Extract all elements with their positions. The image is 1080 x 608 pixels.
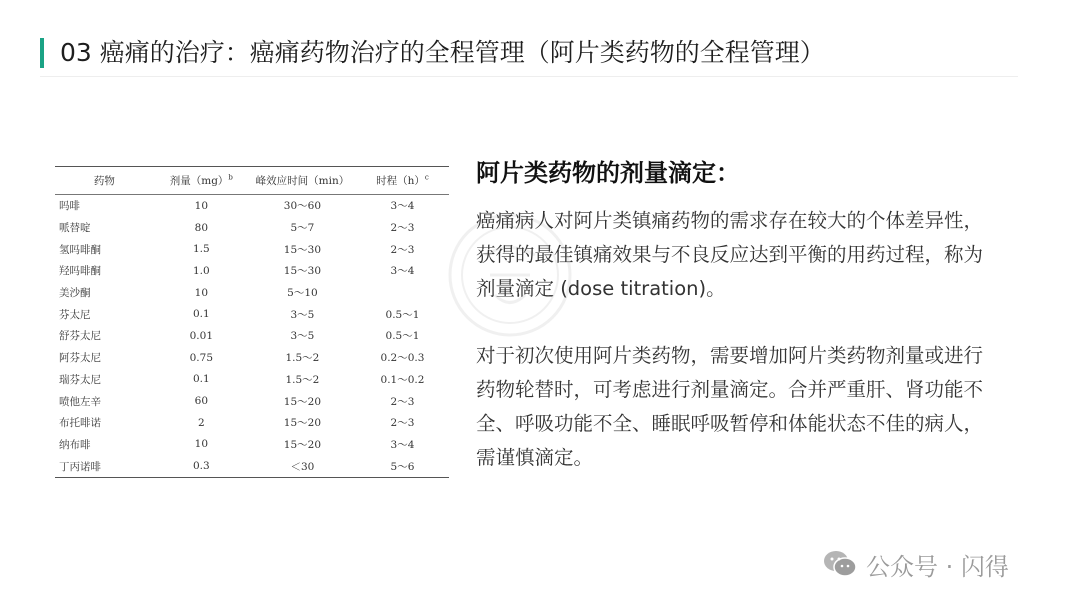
wechat-icon: [822, 549, 858, 579]
drug-name-cell: 布托啡诺: [59, 417, 101, 430]
dose-cell: 2: [197, 416, 205, 429]
peak-time-cell: 30～60: [283, 200, 322, 213]
dose-cell: 0.01: [189, 329, 214, 342]
duration-cell: 0.5～1: [385, 308, 420, 321]
table-row: [55, 347, 449, 369]
table-row: [55, 412, 449, 434]
column-header-peak-time: 峰效应时间（min）: [249, 167, 356, 195]
dose-cell: 10: [194, 438, 209, 451]
duration-cell: 2～3: [390, 395, 415, 408]
duration-cell: 3～4: [390, 265, 415, 278]
table-row: [55, 303, 449, 325]
table-row: [55, 325, 449, 347]
table-row: [55, 195, 449, 217]
dose-cell: 80: [194, 221, 209, 234]
section-heading: 阿片类药物的剂量滴定：: [476, 159, 740, 187]
dose-cell: 1.0: [192, 264, 210, 277]
dose-cell: 10: [194, 286, 209, 299]
wechat-watermark: [822, 546, 1009, 582]
opioid-dose-table: [55, 166, 449, 478]
table-row: [55, 260, 449, 282]
column-header-duration: 时程$(h)^c$: [356, 167, 449, 195]
title-divider: [40, 76, 1018, 77]
drug-name-cell: 阿芬太尼: [59, 352, 101, 365]
dose-cell: 0.1: [192, 373, 210, 386]
peak-time-cell: 15～20: [283, 395, 322, 408]
table-row: [55, 455, 449, 477]
peak-time-cell: 15～30: [283, 243, 322, 256]
drug-name-cell: 美沙酮: [59, 287, 91, 300]
watermark-text: 公众号 · 闪得: [866, 552, 1009, 581]
peak-time-cell: 15～20: [283, 438, 322, 451]
drug-name-cell: 哌替啶: [59, 222, 91, 235]
peak-time-cell: 3～5: [290, 330, 315, 343]
dose-cell: 60: [194, 395, 209, 408]
drug-name-cell: 氢吗啡酮: [59, 243, 101, 256]
table-row: [55, 238, 449, 260]
duration-cell: 0.5～1: [385, 330, 420, 343]
dose-cell: 10: [194, 199, 209, 212]
title-accent-bar: [40, 38, 44, 68]
drug-name-cell: 丁丙诺啡: [55, 455, 154, 477]
duration-cell: 2～3: [390, 417, 415, 430]
peak-time-cell: 1.5～2: [285, 352, 320, 365]
duration-cell: 5～6: [356, 455, 449, 477]
drug-name-cell: 纳布啡: [59, 438, 91, 451]
dose-cell: 1.5: [192, 243, 210, 256]
dose-cell: 0.3: [154, 455, 249, 477]
duration-cell: 3～4: [390, 438, 415, 451]
drug-name-cell: 羟吗啡酮: [59, 265, 101, 278]
duration-cell: [356, 282, 449, 304]
dose-cell: 0.75: [189, 351, 214, 364]
peak-time-cell: 3～5: [290, 308, 315, 321]
peak-time-cell: 5～7: [290, 222, 315, 235]
duration-cell: 2～3: [390, 222, 415, 235]
paragraph-dose-titration-definition: 癌痛病人对阿片类镇痛药物的需求存在较大的个体差异性，获得的最佳镇痛效果与不良反应达到平衡的用药过程，称为剂量滴定 (dose titration)。: [476, 209, 984, 300]
duration-cell: 3～4: [390, 200, 415, 213]
column-header-drug: 药物: [55, 167, 154, 195]
drug-name-cell: 芬太尼: [59, 308, 91, 321]
drug-name-cell: 吗啡: [59, 200, 80, 213]
table-row: [55, 434, 449, 456]
drug-name-cell: 喷他左辛: [59, 395, 101, 408]
drug-name-cell: 舒芬太尼: [59, 330, 101, 343]
peak-time-cell: ＜30: [249, 455, 356, 477]
duration-cell: 2～3: [390, 243, 415, 256]
paragraph-titration-indications: 对于初次使用阿片类药物，需要增加阿片类药物剂量或进行药物轮替时，可考虑进行剂量滴定。合并严重肝、肾功能不全、呼吸功能不全、睡眠呼吸暂停和体能状态不佳的病人，需谨慎滴定。: [476, 344, 984, 469]
drug-name-cell: 瑞芬太尼: [59, 373, 101, 386]
table-row: [55, 217, 449, 239]
duration-cell: 0.1～0.2: [380, 373, 425, 386]
table-row: [55, 369, 449, 391]
dose-cell: 0.1: [192, 308, 210, 321]
peak-time-cell: 1.5～2: [285, 373, 320, 386]
table-row: [55, 390, 449, 412]
peak-time-cell: 5～10: [287, 287, 318, 300]
peak-time-cell: 15～20: [283, 417, 322, 430]
duration-cell: 0.2～0.3: [380, 352, 425, 365]
table-row: [55, 282, 449, 304]
peak-time-cell: 15～30: [283, 265, 322, 278]
table-header-row: [55, 167, 449, 195]
column-header-dose: 剂量（mg）$^b$: [154, 167, 249, 195]
page-title: 03 癌痛的治疗：癌痛药物治疗的全程管理（阿片类药物的全程管理）: [60, 38, 825, 67]
